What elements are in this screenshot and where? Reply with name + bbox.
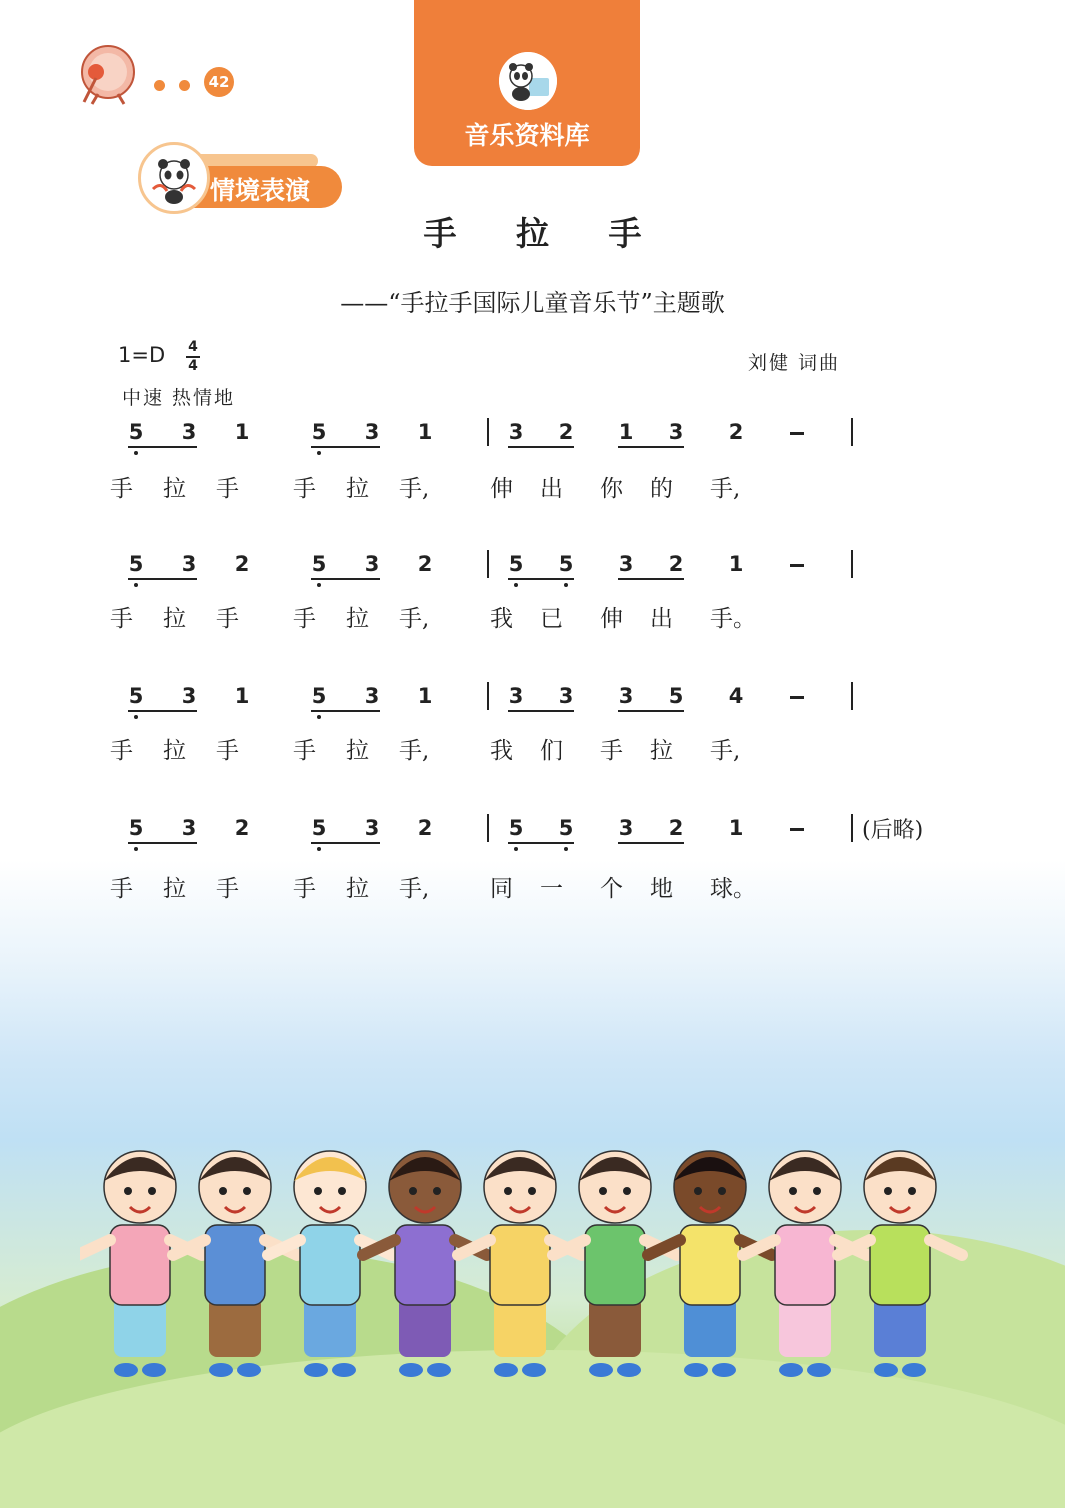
- beam: [618, 578, 684, 580]
- music-library-tab: [414, 0, 640, 166]
- lyric: 手,: [399, 606, 430, 632]
- composer-credit: 刘健 词曲: [748, 352, 841, 374]
- lyric: 手: [216, 738, 239, 764]
- low-octave-dot: [317, 451, 321, 455]
- lyric: 伸: [490, 476, 513, 502]
- sustain-dash: [790, 564, 804, 567]
- beam: [311, 446, 380, 448]
- lyric: 地: [650, 876, 673, 902]
- note: 1: [417, 684, 433, 708]
- note: 3: [364, 552, 380, 576]
- note: 5: [128, 552, 144, 576]
- lyric: 手: [293, 738, 316, 764]
- low-octave-dot: [317, 847, 321, 851]
- lyric: 手: [600, 738, 623, 764]
- low-octave-dot: [134, 583, 138, 587]
- lyric: 手,: [399, 876, 430, 902]
- time-bottom: 4: [188, 358, 198, 374]
- beam: [508, 842, 574, 844]
- barline: [851, 418, 853, 446]
- drum-icon: [74, 42, 138, 106]
- beam: [311, 842, 380, 844]
- lyric: 手,: [710, 476, 741, 502]
- lyric: 手: [293, 476, 316, 502]
- panda-icon: [138, 142, 210, 214]
- note: 3: [668, 420, 684, 444]
- tempo-marking: 中速 热情地: [122, 387, 236, 409]
- note: 2: [234, 552, 250, 576]
- lyric: 手: [110, 476, 133, 502]
- note: 5: [508, 816, 524, 840]
- note: 3: [508, 684, 524, 708]
- decorative-dots: [154, 75, 204, 94]
- time-signature: [186, 340, 200, 374]
- lyric: 手: [216, 476, 239, 502]
- tab-label: 音乐资料库: [464, 121, 590, 150]
- lyric: 同: [490, 876, 513, 902]
- lyric: 已: [540, 606, 563, 632]
- lyric: 手,: [399, 738, 430, 764]
- sustain-dash: [790, 828, 804, 831]
- lyric: 拉: [163, 606, 186, 632]
- beam: [128, 710, 197, 712]
- barline: [487, 550, 489, 578]
- note: 3: [508, 420, 524, 444]
- beam: [311, 710, 380, 712]
- beam: [311, 578, 380, 580]
- note: 5: [508, 552, 524, 576]
- note: 5: [311, 552, 327, 576]
- note: 2: [417, 552, 433, 576]
- note: 1: [417, 420, 433, 444]
- lyric: 手: [216, 876, 239, 902]
- note: 5: [558, 552, 574, 576]
- lyric: 手,: [710, 738, 741, 764]
- barline: [851, 682, 853, 710]
- low-octave-dot: [514, 847, 518, 851]
- note: 1: [618, 420, 634, 444]
- lyric: 拉: [346, 606, 369, 632]
- barline: [851, 814, 853, 842]
- time-top: 4: [188, 339, 198, 355]
- lyric: 拉: [650, 738, 673, 764]
- note: 3: [558, 684, 574, 708]
- note: 3: [364, 816, 380, 840]
- beam: [508, 710, 574, 712]
- note: 1: [728, 552, 744, 576]
- note: 2: [668, 816, 684, 840]
- note: 3: [618, 552, 634, 576]
- lyric: 拉: [346, 476, 369, 502]
- note: 5: [311, 816, 327, 840]
- lyric: 拉: [163, 476, 186, 502]
- beam: [128, 446, 197, 448]
- lyric: 们: [540, 738, 563, 764]
- low-octave-dot: [564, 583, 568, 587]
- barline: [487, 418, 489, 446]
- section-badge: [138, 140, 348, 212]
- lyric: 手: [216, 606, 239, 632]
- beam: [128, 578, 197, 580]
- beam: [618, 710, 684, 712]
- note: 3: [181, 552, 197, 576]
- note: 3: [618, 684, 634, 708]
- note: 2: [728, 420, 744, 444]
- lyric: 拉: [346, 876, 369, 902]
- sustain-dash: [790, 432, 804, 435]
- key-signature: 1=D: [118, 343, 166, 367]
- note: 3: [181, 420, 197, 444]
- note: 3: [364, 420, 380, 444]
- low-octave-dot: [564, 847, 568, 851]
- note: 2: [668, 552, 684, 576]
- low-octave-dot: [134, 847, 138, 851]
- lyric: 手: [110, 738, 133, 764]
- lyric: 我: [490, 738, 513, 764]
- panda-icon: [499, 52, 557, 110]
- low-octave-dot: [134, 715, 138, 719]
- lyric: 个: [600, 876, 623, 902]
- beam: [618, 842, 684, 844]
- note: 5: [668, 684, 684, 708]
- note: 2: [234, 816, 250, 840]
- song-subtitle: ——“手拉手国际儿童音乐节”主题歌: [340, 289, 725, 317]
- note: 2: [558, 420, 574, 444]
- note: 3: [618, 816, 634, 840]
- note: 5: [128, 816, 144, 840]
- lyric: 手: [110, 876, 133, 902]
- section-label: 情境表演: [210, 176, 311, 205]
- lyric: 球。: [710, 876, 756, 902]
- lyric: 拉: [163, 738, 186, 764]
- beam: [508, 446, 574, 448]
- low-octave-dot: [317, 583, 321, 587]
- note: 5: [128, 420, 144, 444]
- note: 4: [728, 684, 744, 708]
- lyric: 你: [600, 476, 623, 502]
- note: 3: [181, 684, 197, 708]
- low-octave-dot: [317, 715, 321, 719]
- note: 1: [728, 816, 744, 840]
- note: 5: [558, 816, 574, 840]
- note: 5: [311, 684, 327, 708]
- note: 5: [311, 420, 327, 444]
- note: 1: [234, 684, 250, 708]
- lyric: 伸: [600, 606, 623, 632]
- lyric: 拉: [163, 876, 186, 902]
- low-octave-dot: [134, 451, 138, 455]
- page-number: 42: [204, 67, 234, 97]
- lyric: 出: [650, 606, 673, 632]
- barline: [487, 814, 489, 842]
- sustain-dash: [790, 696, 804, 699]
- lyric: 我: [490, 606, 513, 632]
- low-octave-dot: [514, 583, 518, 587]
- lyric: 出: [540, 476, 563, 502]
- barline: [487, 682, 489, 710]
- lyric: 拉: [346, 738, 369, 764]
- children-holding-hands-illustration: [80, 1115, 980, 1405]
- beam: [128, 842, 197, 844]
- note: 2: [417, 816, 433, 840]
- note: 3: [181, 816, 197, 840]
- note: 5: [128, 684, 144, 708]
- lyric: 的: [650, 476, 673, 502]
- lyric: 手: [293, 876, 316, 902]
- note: 3: [364, 684, 380, 708]
- beam: [508, 578, 574, 580]
- note: 1: [234, 420, 250, 444]
- lyric: 手: [293, 606, 316, 632]
- lyric: 一: [540, 876, 563, 902]
- beam: [618, 446, 684, 448]
- song-title: 手 拉 手: [423, 214, 666, 253]
- omitted-note: (后略): [862, 818, 924, 843]
- lyric: 手。: [710, 606, 756, 632]
- barline: [851, 550, 853, 578]
- lyric: 手,: [399, 476, 430, 502]
- lyric: 手: [110, 606, 133, 632]
